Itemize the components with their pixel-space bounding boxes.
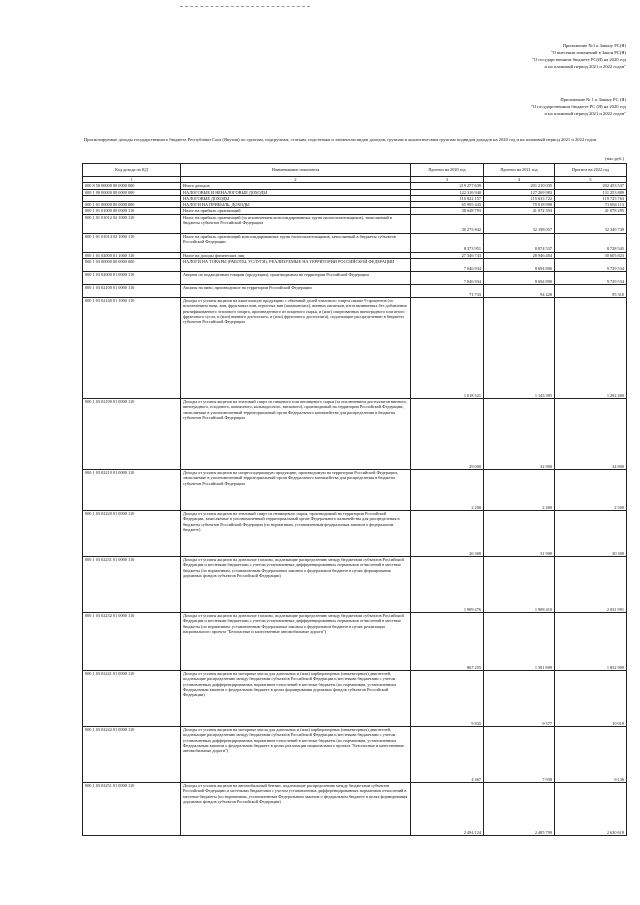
indicator-name-cell: Доходы от уплаты акцизов на моторные масла для дизельных и (или) карбюраторных (инжекторных) двигателей, подлежащие распределению между бюджетами субъектов Российской Федерации и местными бюджетами с учетом установленных дифференцированных нормативов отчислений в местные бюджеты (по нормативам, установленным Федеральным законом о федеральном бюджете в целях реализации национального проекта "Безопасные и качественные автомобильные дороги") <box>181 727 411 783</box>
appendix-old-block <box>366 96 626 117</box>
forecast-2021-cell: 127 269 983 <box>484 189 555 195</box>
indicator-name-cell: Итого доходов <box>181 183 411 189</box>
document-heading: Прогнозируемые доходы государственного бюджета Республики Саха (Якутия) по группам, подгруппам, статьям, подстатьям и элементам видов доходов, группам и аналитическим группам подвидов доходов на 2020 год и на плановый период 2021 и 2022 годов <box>83 137 597 142</box>
forecast-2020-cell: 110 822 157 <box>411 195 484 201</box>
appendix-line: "О внесении изменений в Закон РС(Я) <box>550 50 626 55</box>
income-code-cell: 000 1 01 02000 01 1000 110 <box>83 252 181 258</box>
column-header: Прогноз на 2020 год <box>411 164 484 177</box>
forecast-2022-cell: 1 852 909 <box>555 613 627 671</box>
forecast-2022-cell: 9 729 534 <box>555 272 627 285</box>
forecast-2020-cell: 219 277 639 <box>411 183 484 189</box>
forecast-2020-cell: 4 467 <box>411 727 484 783</box>
table-row <box>83 727 627 783</box>
forecast-2020-cell: 8 373 951 <box>411 233 484 252</box>
forecast-2020-cell: 29 000 <box>411 399 484 470</box>
income-code-cell: 000 1 00 00000 00 0000 000 <box>83 189 181 195</box>
income-code-cell: 000 1 03 02232 01 0000 110 <box>83 613 181 671</box>
table-row <box>83 557 627 613</box>
forecast-2020-cell: 27 346 743 <box>411 252 484 258</box>
forecast-2020-cell: 7 046 934 <box>411 272 484 285</box>
forecast-2022-cell: 30 300 <box>555 511 627 557</box>
forecast-2021-cell: 8 694 890 <box>484 259 555 272</box>
appendix-line: и на плановый период 2021 и 2022 годов" <box>544 64 626 69</box>
indicator-name-cell: Доходы от уплаты акцизов на моторные масла для дизельных и (или) карбюраторных (инжекторных) двигателей, подлежащие распределению между бюджетами субъектов Российской Федерации и местными бюджетами с учетом установленных дифференцированных нормативов отчислений в местные бюджеты (по нормативам, установленным Федеральным законом о федеральном бюджете в целях формирования дорожных фондов субъектов Российской Федерации) <box>181 671 411 727</box>
forecast-2021-cell: 70 018 998 <box>484 202 555 208</box>
table-row <box>83 470 627 511</box>
forecast-2022-cell: 34 800 <box>555 399 627 470</box>
income-code-cell: 000 1 03 00000 00 0000 000 <box>83 259 181 272</box>
forecast-2020-cell: 71 733 <box>411 285 484 298</box>
forecast-2021-cell: 32 900 <box>484 399 555 470</box>
table-row <box>83 298 627 399</box>
forecast-2021-cell: 1 143 395 <box>484 298 555 399</box>
forecast-2021-cell: 1 581 809 <box>484 613 555 671</box>
forecast-2021-cell: 94 428 <box>484 285 555 298</box>
table-header-row <box>83 164 627 177</box>
forecast-2020-cell: 30 275 842 <box>411 214 484 233</box>
indicator-name-cell: Налог на прибыль организаций консолидированных групп налогоплательщиков, зачисляемый в бюджеты субъектов Российской Федерации <box>181 233 411 252</box>
indicator-name-cell: Доходы от уплаты акцизов на алкогольную продукцию с объемной долей этилового спирта свыше 9 процентов (за исключением пива, вин, фруктовых вин, игристых вин (шампанских), винных напитков, изготавливаемых без добавления ректификованного этилового спирта, произведенного из пищевого сырья, и (или) спиртованных виноградного или иного фруктового сусла, и (или) винного дистиллята, и (или) фруктового дистиллята), подлежащие распределению в бюджеты субъектов Российской Федерации <box>181 298 411 399</box>
column-number: 2 <box>181 177 411 183</box>
indicator-name-cell: НАЛОГОВЫЕ И НЕНАЛОГОВЫЕ ДОХОДЫ <box>181 189 411 195</box>
forecast-2020-cell: 7 046 934 <box>411 259 484 272</box>
forecast-2022-cell: 41 078 295 <box>555 208 627 214</box>
income-code-cell: 000 1 03 02000 01 0000 110 <box>83 272 181 285</box>
indicator-name-cell: Налог на прибыль организаций (за исключением консолидированных групп налогоплательщиков), зачисляемый в бюджеты субъектов Российской Федерации <box>181 214 411 233</box>
forecast-2022-cell: 119 725 763 <box>555 195 627 201</box>
forecast-2021-cell: 8 874 537 <box>484 233 555 252</box>
column-number: 1 <box>83 177 181 183</box>
column-number: 4 <box>484 177 555 183</box>
forecast-2022-cell: 71 684 113 <box>555 202 627 208</box>
income-code-cell: 000 1 01 01012 02 1000 110 <box>83 214 181 233</box>
income-code-cell: 000 8 50 00000 00 0000 000 <box>83 183 181 189</box>
forecast-2020-cell: 1 018 521 <box>411 298 484 399</box>
appendix-line: "О государственном бюджете РС (Я) на 2020 год <box>530 104 626 109</box>
table-row <box>83 511 627 557</box>
forecast-2021-cell: 8 694 890 <box>484 272 555 285</box>
income-code-cell: 000 1 03 02242 01 0000 110 <box>83 727 181 783</box>
forecast-2021-cell: 115 633 722 <box>484 195 555 201</box>
income-code-cell: 000 1 03 02100 01 0000 110 <box>83 285 181 298</box>
forecast-2022-cell: 9 729 534 <box>555 259 627 272</box>
forecast-2020-cell: 122 316 940 <box>411 189 484 195</box>
indicator-name-cell: Налог на доходы физических лиц <box>181 252 411 258</box>
column-header: Код дохода по КД <box>83 164 181 177</box>
table-row <box>83 233 627 252</box>
table-row <box>83 272 627 285</box>
table-row <box>83 671 627 727</box>
indicator-name-cell: Налог на прибыль организаций <box>181 208 411 214</box>
forecast-2021-cell: 2 400 <box>484 470 555 511</box>
indicator-name-cell: Доходы от уплаты акцизов на дизельное топливо, подлежащие распределению между бюджетами субъектов Российской Федерации и местными бюджетами с учетом установленных дифференцированных нормативов отчислений в местные бюджеты (по нормативам, установленным Федеральным законом о федеральном бюджете в целях формирования дорожных фондов субъектов Российской Федерации) <box>181 557 411 613</box>
income-code-cell: 000 1 03 02140 01 1000 110 <box>83 298 181 399</box>
forecast-2020-cell: 2 200 <box>411 470 484 511</box>
forecast-2022-cell: 2 630 618 <box>555 783 627 836</box>
forecast-2021-cell: 28 946 404 <box>484 252 555 258</box>
income-code-cell: 000 1 03 02241 01 0000 110 <box>83 671 181 727</box>
income-code-cell: 000 1 03 02220 01 0000 110 <box>83 511 181 557</box>
income-code-cell: 000 1 03 02231 01 0000 110 <box>83 557 181 613</box>
forecast-2021-cell: 31 900 <box>484 511 555 557</box>
income-code-cell: 000 1 01 01000 00 0000 110 <box>83 208 181 214</box>
forecast-2022-cell: 32 349 749 <box>555 214 627 233</box>
indicator-name-cell: Акцизы по подакцизным товарам (продукции), производимым на территории Российской Федерации <box>181 272 411 285</box>
table-row <box>83 259 627 272</box>
column-number: 3 <box>411 177 484 183</box>
income-code-cell: 000 1 01 01014 02 1000 110 <box>83 233 181 252</box>
forecast-2022-cell: 30 605 823 <box>555 252 627 258</box>
table-row <box>83 613 627 671</box>
income-code-cell: 000 1 03 02251 01 0000 110 <box>83 783 181 836</box>
forecast-2022-cell: 2 031 991 <box>555 557 627 613</box>
revenue-table <box>82 163 627 836</box>
forecast-2020-cell: 9 835 <box>411 671 484 727</box>
forecast-2020-cell: 38 648 793 <box>411 208 484 214</box>
table-row <box>83 783 627 836</box>
indicator-name-cell: НАЛОГИ НА ПРИБЫЛЬ, ДОХОДЫ <box>181 202 411 208</box>
income-code-cell: 000 1 03 02210 01 0000 110 <box>83 470 181 511</box>
indicator-name-cell: Доходы от уплаты акцизов на этиловый спирт из непищевого сырья, производимый на территории Российской Федерации, зачисляемые в уполномоченный территориальный орган Федерального казначейства для распределения в бюджеты субъектов Российской Федерации (по нормативам, установленным федеральным законом о федеральном бюджете) <box>181 511 411 557</box>
forecast-2021-cell: 2 485 799 <box>484 783 555 836</box>
forecast-2020-cell: 65 995 443 <box>411 202 484 208</box>
forecast-2021-cell: 201 210 035 <box>484 183 555 189</box>
forecast-2020-cell: 867 255 <box>411 613 484 671</box>
income-code-cell: 000 1 03 02190 01 0000 110 <box>83 399 181 470</box>
forecast-2022-cell: 1 292 400 <box>555 298 627 399</box>
table-row <box>83 214 627 233</box>
forecast-2021-cell: 1 908 410 <box>484 557 555 613</box>
forecast-2021-cell: 32 198 057 <box>484 214 555 233</box>
column-header: Прогноз на 2021 год <box>484 164 555 177</box>
forecast-2022-cell: 10 019 <box>555 671 627 727</box>
column-number: 5 <box>555 177 627 183</box>
appendix-line: Приложение №1 к Закону РС(Я) <box>562 43 626 48</box>
indicator-name-cell: Доходы от уплаты акцизов на этиловый спирт из пищевого или непищевого сырья (за исключением дистиллятов винного, виноградного, плодового, коньячного, кальвадосного, вискового), производимый на территории Российской Федерации, зачисляемые в уполномоченный территориальный орган Федерального казначейства для распределения в бюджеты субъектов Российской Федерации <box>181 399 411 470</box>
forecast-2021-cell: 41 072 594 <box>484 208 555 214</box>
forecast-2022-cell: 131 253 889 <box>555 189 627 195</box>
income-code-cell: 000 1 01 00000 00 0000 000 <box>83 202 181 208</box>
forecast-2020-cell: 2 494 124 <box>411 783 484 836</box>
appendix-line: и на плановый период 2021 и 2022 годов" <box>544 111 626 116</box>
column-header: Прогноз на 2022 год <box>555 164 627 177</box>
indicator-name-cell: Доходы от уплаты акцизов на автомобильный бензин, подлежащие распределению между бюджетами субъектов Российской Федерации и местными бюджетами с учетом установленных дифференцированных нормативов отчислений в местные бюджеты (по нормативам, установленным Федеральным законом о федеральном бюджете в целях формирования дорожных фондов субъектов Российской Федерации) <box>181 783 411 836</box>
scan-artifact-line <box>180 6 310 8</box>
indicator-name-cell: Доходы от уплаты акцизов на спиртосодержащую продукцию, производимую на территории Российской Федерации, зачисляемые в уполномоченный территориальный орган Федерального казначейства для распределения в бюджеты субъектов Российской Федерации <box>181 470 411 511</box>
indicator-name-cell: НАЛОГОВЫЕ ДОХОДЫ <box>181 195 411 201</box>
indicator-name-cell: Доходы от уплаты акцизов на дизельное топливо, подлежащие распределению между бюджетами субъектов Российской Федерации и местными бюджетами с учетом установленных дифференцированных нормативов отчислений в местные бюджеты (по нормативам, установленным Федеральным законом о федеральном бюджете в целях реализации национального проекта "Безопасные и качественные автомобильные дороги") <box>181 613 411 671</box>
forecast-2020-cell: 1 909 476 <box>411 557 484 613</box>
indicator-name-cell: НАЛОГИ НА ТОВАРЫ (РАБОТЫ, УСЛУГИ), РЕАЛИЗУЕМЫЕ НА ТЕРРИТОРИИ РОССИЙСКОЙ ФЕДЕРАЦИИ <box>181 259 411 272</box>
column-header: Наименование показателя <box>181 164 411 177</box>
appendix-line: Приложение № 1 к Закону РС (Я) <box>560 97 626 102</box>
forecast-2021-cell: 7 938 <box>484 727 555 783</box>
units-label: (тыс.руб.) <box>604 156 624 161</box>
table-row <box>83 285 627 298</box>
appendix-new-block <box>366 42 626 70</box>
indicator-name-cell: Акцизы на пиво, производимое на территории Российской Федерации <box>181 285 411 298</box>
forecast-2022-cell: 9 136 <box>555 727 627 783</box>
forecast-2022-cell: 2 500 <box>555 470 627 511</box>
forecast-2022-cell: 202 453 537 <box>555 183 627 189</box>
forecast-2022-cell: 95 310 <box>555 285 627 298</box>
forecast-2020-cell: 26 300 <box>411 511 484 557</box>
forecast-2022-cell: 8 728 545 <box>555 233 627 252</box>
table-row <box>83 399 627 470</box>
forecast-2021-cell: 9 577 <box>484 671 555 727</box>
appendix-line: "О государственном бюджете РС(Я) на 2020 год <box>531 57 626 62</box>
